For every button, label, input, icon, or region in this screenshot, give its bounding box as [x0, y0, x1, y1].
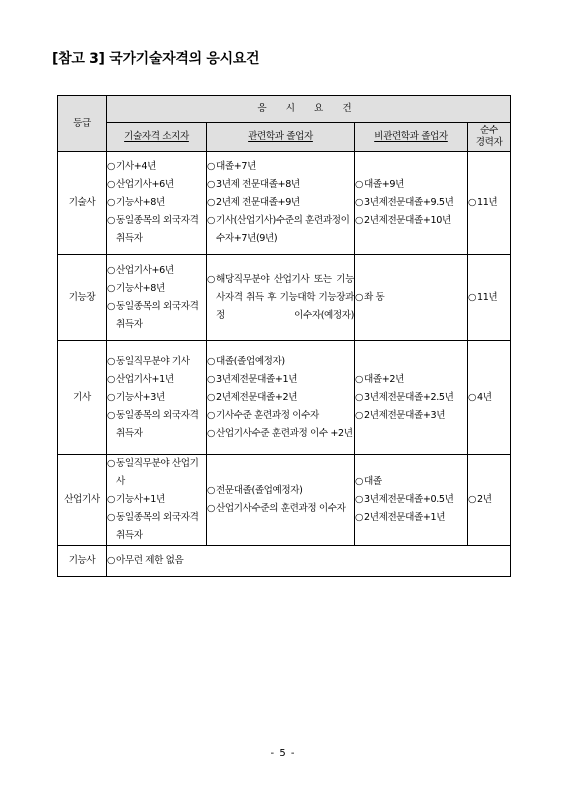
requirements-table: [57, 95, 511, 577]
list-item-text: 기사(산업기사)수준의 훈련과정이수자+7년(9년): [216, 215, 350, 244]
bullet-icon: ○: [107, 282, 115, 294]
bullet-icon: ○: [355, 476, 363, 487]
list-item: [107, 407, 206, 443]
bullet-icon: ○: [355, 494, 363, 505]
list-item-text: 동일종목의 외국자격취득자: [116, 215, 199, 244]
list-item-text: 좌 동: [364, 291, 385, 303]
list-item-text: 2년제 전문대졸+9년: [216, 197, 300, 208]
list-item-text: 산업기사수준의 훈련과정 이수자: [216, 503, 346, 514]
qualification-cell: [107, 255, 207, 341]
list-item: [207, 194, 354, 212]
list-item-text: 동일직무분야 산업기사: [116, 458, 199, 487]
list-item-text: 기능사+8년: [116, 197, 165, 208]
bullet-icon: ○: [355, 512, 363, 523]
header-unrelated: 비관련학과 졸업자: [355, 123, 468, 152]
list-item: [207, 212, 354, 248]
bullet-icon: ○: [468, 494, 476, 505]
list-item-text: 대졸+2년: [364, 373, 404, 385]
bullet-icon: ○: [107, 512, 115, 523]
qualification-cell: [107, 341, 207, 455]
pure-experience-cell: [468, 341, 511, 455]
list-item-text: 산업기사수준 훈련과정 이수 +2년: [216, 427, 353, 439]
list-item-text: 2년제전문대졸+1년: [364, 512, 446, 523]
list-item-text: 산업기사+1년: [116, 373, 174, 385]
list-item: [207, 407, 354, 425]
grade-cell: 기술사: [58, 152, 107, 255]
pure-experience-value: 4년: [477, 391, 492, 403]
bullet-icon: ○: [468, 291, 476, 303]
header-pure-line2: 경력자: [475, 137, 503, 149]
list-item: [207, 482, 354, 500]
qualification-cell: [107, 455, 207, 546]
list-item: [355, 407, 467, 425]
bullet-icon: ○: [207, 503, 215, 514]
page-number: - 5 -: [270, 748, 296, 759]
list-item: [355, 212, 467, 230]
list-item-text: 3년제전문대졸+0.5년: [364, 494, 454, 505]
header-related: 관련학과 졸업자: [207, 123, 355, 152]
bullet-icon: ○: [207, 427, 215, 439]
list-item: [207, 271, 354, 325]
bullet-icon: ○: [107, 355, 115, 367]
list-item-text: 아무런 제한 없음: [116, 555, 184, 566]
bullet-icon: ○: [355, 391, 363, 403]
list-item-text: 기사수준 훈련과정 이수자: [216, 409, 319, 421]
list-item-text: 대졸+9년: [364, 179, 404, 190]
bullet-icon: ○: [468, 391, 476, 403]
bullet-icon: ○: [207, 409, 215, 421]
list-item: [107, 509, 206, 545]
list-item-text: 기능사+8년: [116, 282, 165, 294]
list-item: [355, 389, 467, 407]
bullet-icon: ○: [355, 179, 363, 190]
related-cell: [207, 152, 355, 255]
header-pure: [468, 123, 511, 152]
bullet-icon: ○: [107, 197, 115, 208]
bullet-icon: ○: [107, 215, 115, 226]
list-item-text: 전문대졸(졸업예정자): [216, 485, 303, 496]
list-item: [207, 158, 354, 176]
page-title: [참고 3] 국가기술자격의 응시요건: [52, 51, 260, 67]
bullet-icon: ○: [207, 273, 215, 285]
list-item: [107, 555, 183, 566]
list-item: [107, 455, 206, 491]
bullet-icon: ○: [207, 485, 215, 496]
list-item-text: 대졸+7년: [216, 161, 256, 172]
list-item-text: 대졸(졸업예정자): [216, 355, 285, 367]
unrelated-cell: [355, 255, 468, 341]
pure-experience-cell: [468, 455, 511, 546]
related-cell: [207, 255, 355, 341]
list-item: [355, 509, 467, 527]
bullet-icon: ○: [107, 264, 115, 276]
bullet-icon: ○: [355, 409, 363, 421]
list-item: [107, 298, 206, 334]
list-item: [207, 389, 354, 407]
list-item: [207, 425, 354, 443]
header-qualification: 기술자격 소지자: [107, 123, 207, 152]
bullet-icon: ○: [107, 494, 115, 505]
list-item: [355, 473, 467, 491]
bullet-icon: ○: [107, 391, 115, 403]
table-row: [58, 341, 511, 455]
qualification-cell: [107, 152, 207, 255]
list-item: [107, 158, 206, 176]
list-item-text: 3년제 전문대졸+8년: [216, 179, 300, 190]
list-item: [355, 371, 467, 389]
table-row: [58, 255, 511, 341]
list-item: [107, 491, 206, 509]
bullet-icon: ○: [207, 215, 215, 226]
list-item: [107, 371, 206, 389]
bullet-icon: ○: [107, 300, 115, 312]
list-item: [355, 194, 467, 212]
list-item: [207, 353, 354, 371]
list-item-text: 2년제전문대졸+2년: [216, 391, 298, 403]
list-item-text: 2년제전문대졸+3년: [364, 409, 446, 421]
bullet-icon: ○: [207, 197, 215, 208]
list-item: [107, 212, 206, 248]
list-item-text: 2년제전문대졸+10년: [364, 215, 451, 226]
bullet-icon: ○: [107, 555, 115, 566]
list-item-text: 대졸: [364, 476, 382, 487]
list-item: [355, 491, 467, 509]
bullet-icon: ○: [207, 161, 215, 172]
bullet-icon: ○: [207, 391, 215, 403]
list-item-text: 산업기사+6년: [116, 264, 174, 276]
pure-experience-value: 11년: [477, 197, 498, 208]
list-item: [355, 289, 467, 307]
related-cell: [207, 455, 355, 546]
list-item-text: 동일종목의 외국자격취득자: [116, 409, 199, 439]
bullet-icon: ○: [107, 179, 115, 190]
all-requirements-cell: [107, 546, 511, 577]
unrelated-cell: [355, 455, 468, 546]
bullet-icon: ○: [207, 373, 215, 385]
bullet-icon: ○: [107, 161, 115, 172]
list-item-text: 기사+4년: [116, 161, 156, 172]
bullet-icon: ○: [468, 197, 476, 208]
unrelated-cell: [355, 152, 468, 255]
list-item-text: 기능사+1년: [116, 494, 165, 505]
list-item-text: 동일종목의 외국자격취득자: [116, 512, 199, 541]
bullet-icon: ○: [355, 373, 363, 385]
list-item: [107, 353, 206, 371]
bullet-icon: ○: [355, 197, 363, 208]
header-pure-line1: 순수: [480, 125, 498, 137]
unrelated-cell: [355, 341, 468, 455]
list-item-text: 3년제전문대졸+2.5년: [364, 391, 454, 403]
grade-cell: 산업기사: [58, 455, 107, 546]
pure-experience-value: 11년: [477, 291, 498, 303]
list-item: [207, 176, 354, 194]
table-row: [58, 546, 511, 577]
table-row: [58, 152, 511, 255]
list-item: [207, 500, 354, 518]
pure-experience-cell: [468, 255, 511, 341]
bullet-icon: ○: [207, 355, 215, 367]
list-item: [355, 176, 467, 194]
bullet-icon: ○: [107, 373, 115, 385]
grade-cell: 기능장: [58, 255, 107, 341]
bullet-icon: ○: [107, 458, 115, 469]
list-item: [107, 389, 206, 407]
list-item: [107, 194, 206, 212]
list-item-text: 3년제전문대졸+1년: [216, 373, 298, 385]
list-item-text: 동일종목의 외국자격취득자: [116, 300, 199, 330]
list-item: [107, 280, 206, 298]
grade-cell: 기사: [58, 341, 107, 455]
bullet-icon: ○: [207, 179, 215, 190]
list-item-text: 산업기사+6년: [116, 179, 174, 190]
pure-experience-value: 2년: [477, 494, 492, 505]
bullet-icon: ○: [355, 215, 363, 226]
list-item-text: 동일직무분야 기사: [116, 355, 190, 367]
table-row: [58, 455, 511, 546]
list-item: [207, 371, 354, 389]
list-item-text: 기능사+3년: [116, 391, 165, 403]
list-item: [107, 176, 206, 194]
header-grade: 등급: [58, 96, 107, 152]
grade-cell: 기능사: [58, 546, 107, 577]
list-item: [107, 262, 206, 280]
related-cell: [207, 341, 355, 455]
list-item-text: 3년제전문대졸+9.5년: [364, 197, 454, 208]
pure-experience-cell: [468, 152, 511, 255]
header-requirements: 응 시 요 건: [107, 96, 511, 123]
bullet-icon: ○: [355, 291, 363, 303]
bullet-icon: ○: [107, 409, 115, 421]
list-item-text: 해당직무분야 산업기사 또는 기능사자격 취득 후 기능대학 기능장과정 이수자(예정자): [216, 273, 354, 321]
